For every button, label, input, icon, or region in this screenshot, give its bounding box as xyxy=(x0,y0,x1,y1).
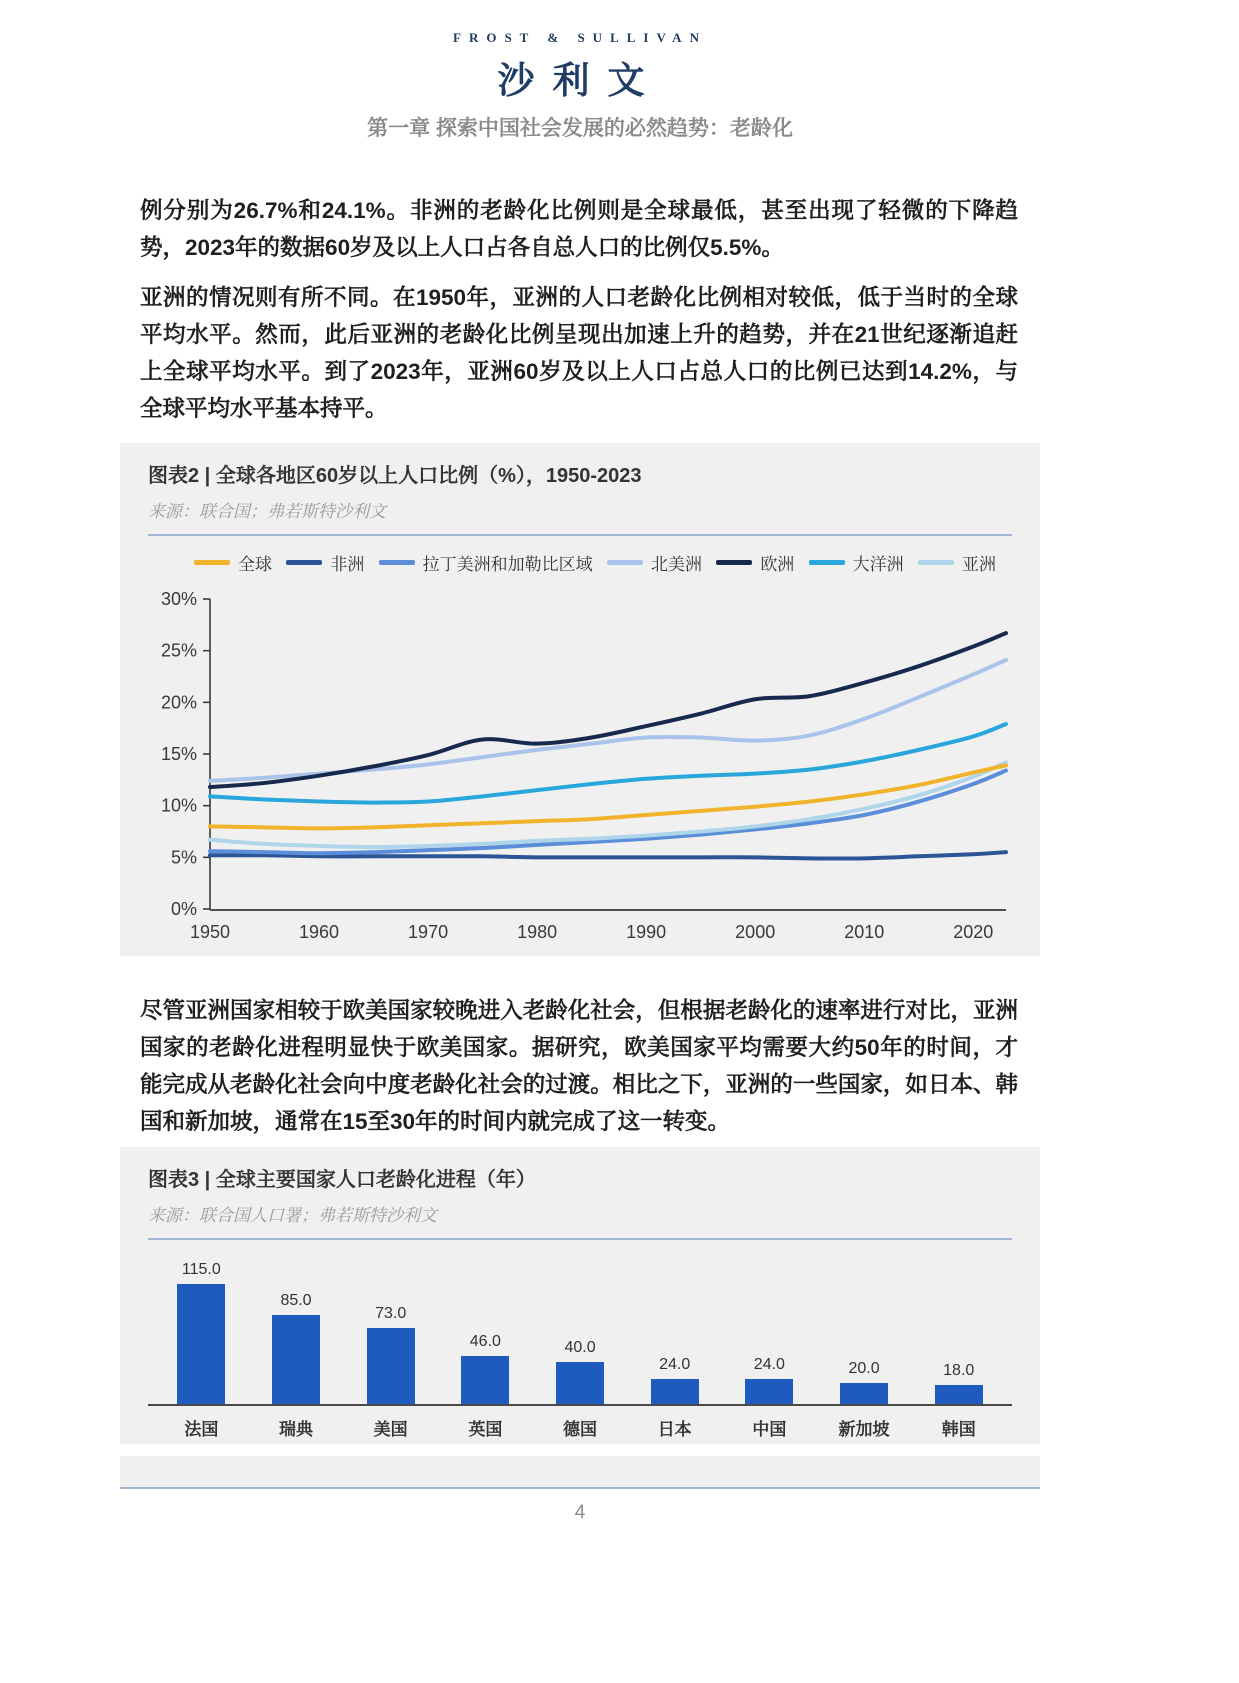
bar-chart-category-labels xyxy=(148,1415,1012,1440)
legend-label: 全球 xyxy=(238,555,272,574)
body-paragraph: 尽管亚洲国家相较于欧美国家较晚进入老龄化社会，但根据老龄化的速率进行对比，亚洲国家的老龄化进程明显快于欧美国家。据研究，欧美国家平均需要大约50年的时间，才能完成从老龄化社会向中度老龄化社会的过渡。相比之下，亚洲的一些国家，如日本、韩国和新加坡，通常在15至30年的时间内就完成了这一转变。 xyxy=(140,998,1018,1134)
chart3-source: 来源：联合国人口署；弗若斯特沙利文 xyxy=(148,1206,437,1225)
legend-item xyxy=(379,550,593,575)
line-chart-legend xyxy=(148,550,1012,575)
chapter-heading: 第一章 探索中国社会发展的必然趋势：老龄化 xyxy=(367,117,793,140)
chart3-title: 图表3 | 全球主要国家人口老龄化进程（年） xyxy=(148,1169,536,1191)
legend-label: 北美洲 xyxy=(650,555,702,574)
divider-line xyxy=(148,534,1012,536)
x-axis-tick-label: 2010 xyxy=(844,922,885,942)
bar-column xyxy=(722,1356,817,1404)
y-axis-tick-label: 10% xyxy=(160,795,197,816)
bar-column xyxy=(343,1305,438,1404)
bar-value-label: 18.0 xyxy=(943,1362,975,1380)
legend-color-swatch xyxy=(286,560,322,565)
bar xyxy=(745,1379,793,1404)
y-axis-tick-label: 0% xyxy=(170,899,197,919)
bar-value-label: 40.0 xyxy=(564,1339,596,1357)
bar-category-label: 新加坡 xyxy=(838,1420,890,1439)
bar-category-label: 德国 xyxy=(563,1420,598,1439)
legend-item xyxy=(809,550,904,575)
bar-column xyxy=(249,1292,344,1404)
logo-wordmark-en: FROST & SULLIVAN xyxy=(453,30,707,45)
x-axis-tick-label: 1950 xyxy=(189,922,231,942)
bar-category-label: 美国 xyxy=(373,1420,408,1439)
legend-color-swatch xyxy=(918,560,954,565)
bar-category-label: 瑞典 xyxy=(279,1420,313,1439)
bar-value-label: 115.0 xyxy=(181,1261,221,1278)
bar-column xyxy=(817,1360,912,1404)
bar xyxy=(556,1362,604,1404)
bar-category-label: 英国 xyxy=(468,1420,503,1439)
x-axis-tick-label: 1960 xyxy=(299,922,340,942)
page-number: 4 xyxy=(574,1502,586,1523)
bar xyxy=(461,1356,509,1404)
legend-color-swatch xyxy=(194,560,230,565)
bar-category-label: 中国 xyxy=(752,1420,787,1439)
legend-label: 拉丁美洲和加勒比区域 xyxy=(422,555,593,574)
legend-item xyxy=(918,550,996,575)
bar xyxy=(272,1315,320,1404)
y-axis-tick-label: 15% xyxy=(160,744,197,764)
divider-line xyxy=(148,1238,1012,1240)
legend-color-swatch xyxy=(379,560,415,565)
bar xyxy=(840,1383,888,1404)
legend-item xyxy=(607,550,702,575)
bar-value-label: 20.0 xyxy=(848,1360,880,1378)
bar xyxy=(367,1328,415,1404)
bar xyxy=(177,1284,225,1404)
legend-color-swatch xyxy=(607,560,643,565)
chart3-figure-box xyxy=(120,1147,1040,1444)
x-axis-tick-label: 2020 xyxy=(953,922,994,942)
logo-wordmark-cn: 沙利文 xyxy=(497,60,663,101)
bar-column xyxy=(627,1356,722,1404)
legend-label: 亚洲 xyxy=(961,555,996,574)
bar-column xyxy=(533,1339,628,1404)
x-axis-tick-label: 1990 xyxy=(626,922,667,942)
legend-item xyxy=(716,550,794,575)
y-axis-tick-label: 30% xyxy=(160,589,197,609)
legend-label: 欧洲 xyxy=(760,555,795,574)
chart2-title: 图表2 | 全球各地区60岁以上人口比例（%），1950-2023 xyxy=(148,465,642,487)
frost-sullivan-logo xyxy=(120,30,1040,104)
bar-column xyxy=(154,1261,249,1404)
bar xyxy=(651,1379,699,1404)
bar-category-label: 日本 xyxy=(657,1420,692,1439)
legend-item xyxy=(286,550,364,575)
x-axis-tick-label: 1970 xyxy=(408,922,449,942)
bar-value-label: 24.0 xyxy=(659,1355,691,1373)
body-paragraph: 亚洲的情况则有所不同。在1950年，亚洲的人口老龄化比例相对较低，低于当时的全球平均水平。然而，此后亚洲的老龄化比例呈现出加速上升的趋势，并在21世纪逐渐追赶上全球平均水平。到了2023年，亚洲60岁及以上人口占总人口的比例已达到14.2%，与全球平均水平基本持平。 xyxy=(140,285,1018,421)
legend-label: 大洋洲 xyxy=(852,555,904,574)
bar-category-label: 法国 xyxy=(184,1420,219,1439)
x-axis-tick-label: 2000 xyxy=(735,922,776,942)
y-axis-tick-label: 20% xyxy=(160,692,197,713)
legend-item xyxy=(194,550,272,575)
chart2-source: 来源：联合国；弗若斯特沙利文 xyxy=(148,502,386,521)
bar-column xyxy=(911,1362,1006,1404)
legend-label: 非洲 xyxy=(330,555,365,574)
body-paragraph: 例分别为26.7%和24.1%。非洲的老龄化比例则是全球最低，甚至出现了轻微的下降趋势，2023年的数据60岁及以上人口占各自总人口的比例仅5.5%。 xyxy=(140,198,1018,260)
bar-value-label: 73.0 xyxy=(375,1304,407,1322)
legend-color-swatch xyxy=(716,560,752,565)
bar-column xyxy=(438,1333,533,1404)
bar-value-label: 24.0 xyxy=(753,1355,785,1373)
bar-category-label: 韩国 xyxy=(941,1420,976,1439)
bar-chart xyxy=(148,1252,1012,1406)
bar-value-label: 85.0 xyxy=(280,1292,312,1310)
next-figure-box-strip xyxy=(120,1456,1040,1489)
y-axis-tick-label: 25% xyxy=(160,640,197,661)
chart2-figure-box xyxy=(120,443,1040,956)
bar-value-label: 46.0 xyxy=(469,1333,501,1350)
legend-color-swatch xyxy=(809,560,845,565)
x-axis-tick-label: 1980 xyxy=(517,922,558,942)
y-axis-tick-label: 5% xyxy=(170,847,197,868)
bar xyxy=(935,1385,983,1404)
line-chart xyxy=(148,577,1012,945)
